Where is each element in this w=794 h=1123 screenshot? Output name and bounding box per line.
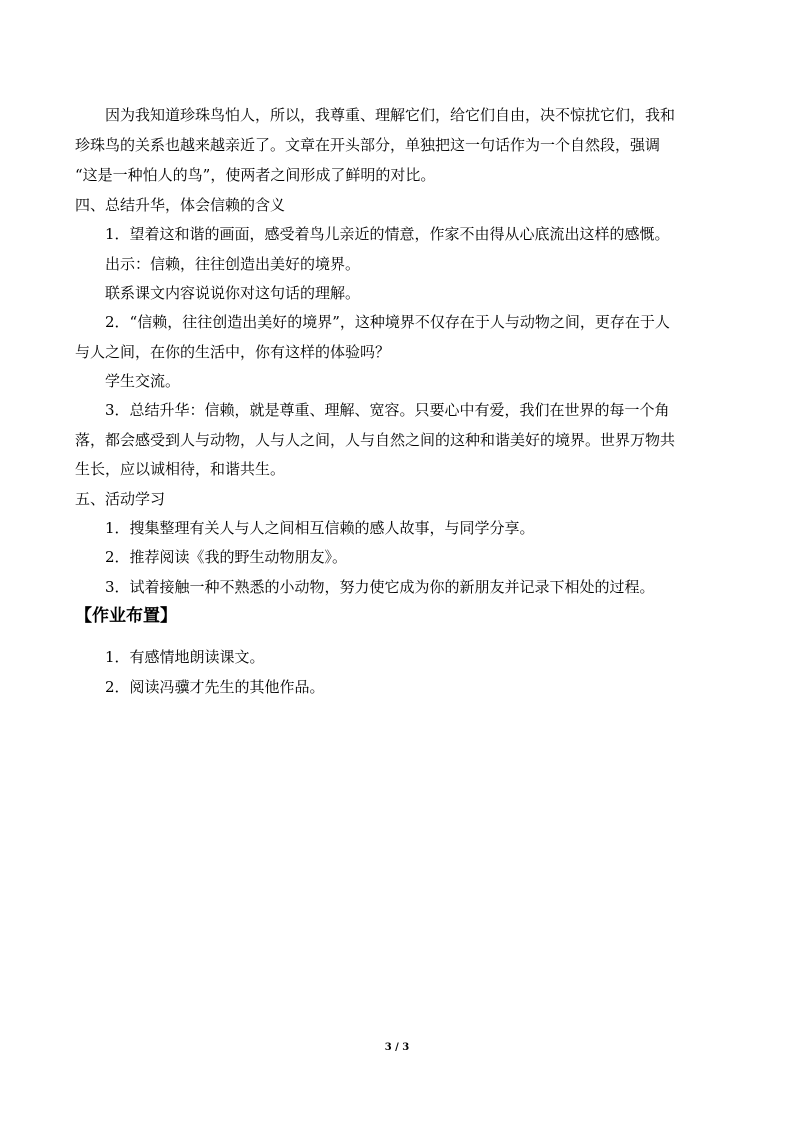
paragraph-line: 与人之间，在你的生活中，你有这样的体验吗？ xyxy=(75,343,391,361)
homework-heading: 【作业布置】 xyxy=(75,606,177,626)
list-item: 1．望着这和谐的画面，感受着鸟儿亲近的情意，作家不由得从心底流出这样的感慨。 xyxy=(105,225,670,243)
homework-item: 2．阅读冯骥才先生的其他作品。 xyxy=(105,678,325,696)
list-item: 3．总结升华：信赖，就是尊重、理解、宽容。只要心中有爱，我们在世界的每一个角 xyxy=(105,401,670,419)
list-item: 3．试着接触一种不熟悉的小动物，努力使它成为你的新朋友并记录下相处的过程。 xyxy=(105,578,655,596)
list-item: 2．“信赖，往往创造出美好的境界”，这种境界不仅存在于人与动物之间，更存在于人 xyxy=(105,313,670,331)
section-heading-five: 五、活动学习 xyxy=(75,490,166,508)
list-item: 2．推荐阅读《我的野生动物朋友》。 xyxy=(105,548,348,566)
section-heading-four: 四、总结升华，体会信赖的含义 xyxy=(75,196,286,214)
homework-item: 1．有感情地朗读课文。 xyxy=(105,648,265,666)
paragraph-line: 落，都会感受到人与动物，人与人之间，人与自然之间的这种和谐美好的境界。世界万物共 xyxy=(75,431,676,449)
page-number: 3 / 3 xyxy=(384,1042,410,1053)
paragraph-line: 出示：信赖，往往创造出美好的境界。 xyxy=(105,255,361,273)
paragraph-line: 学生交流。 xyxy=(105,372,181,390)
list-item: 1．搜集整理有关人与人之间相互信赖的感人故事，与同学分享。 xyxy=(105,519,535,537)
paragraph-line: 生长，应以诚相待，和谐共生。 xyxy=(75,460,286,478)
paragraph-line: 因为我知道珍珠鸟怕人，所以，我尊重、理解它们，给它们自由，决不惊扰它们，我和 xyxy=(105,106,676,124)
paragraph-line: “这是一种怕人的鸟”，使两者之间形成了鲜明的对比。 xyxy=(75,166,436,184)
paragraph-line: 联系课文内容说说你对这句话的理解。 xyxy=(105,284,361,302)
paragraph-line: 珍珠鸟的关系也越来越亲近了。文章在开头部分，单独把这一句话作为一个自然段，强调 xyxy=(75,136,661,154)
